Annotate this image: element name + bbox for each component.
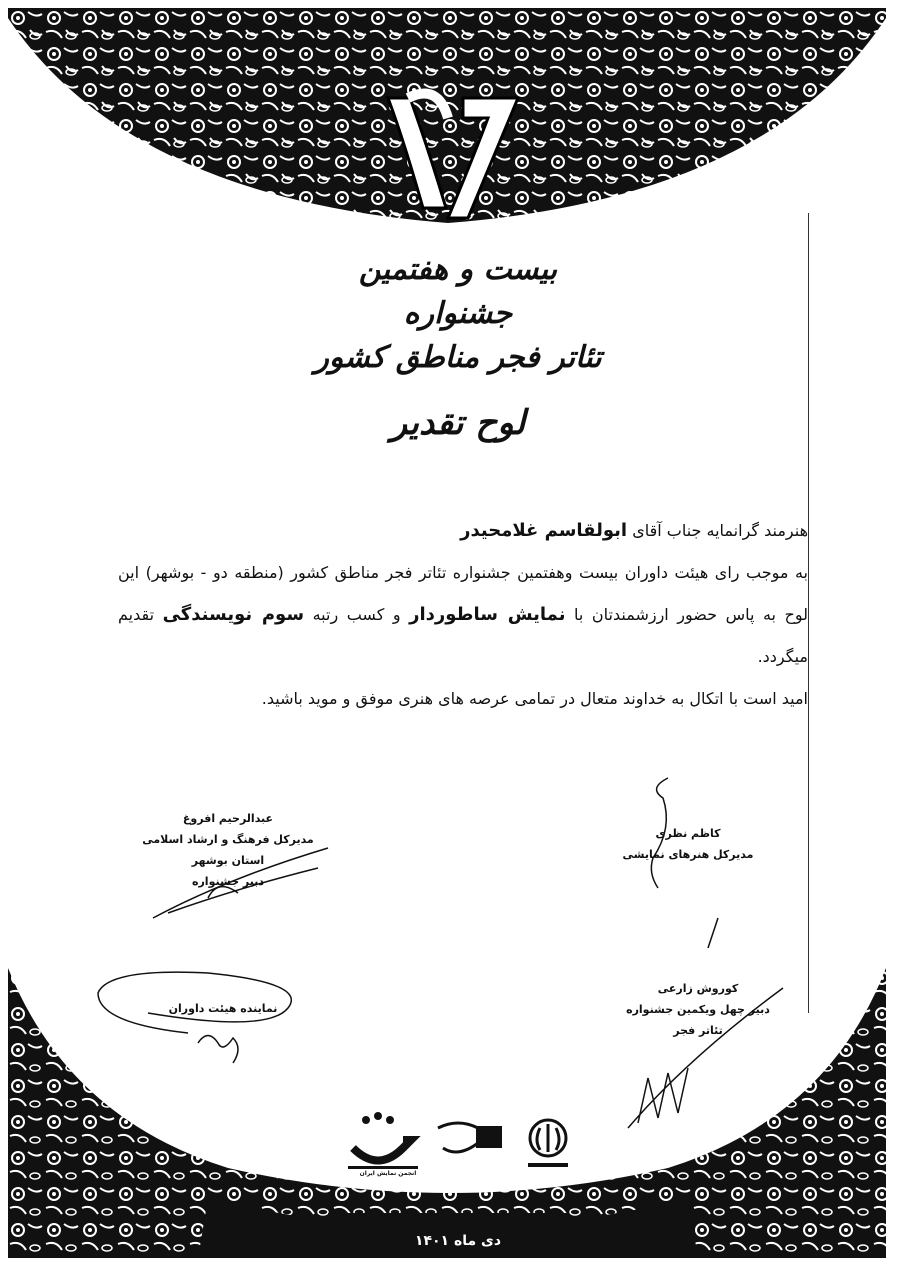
issue-date: دی ماه ۱۴۰۱ bbox=[414, 1233, 502, 1249]
body-part3: تقدیم میگردد. bbox=[118, 605, 808, 666]
theatre-center-logo-icon bbox=[438, 1123, 502, 1152]
sig-name: کوروش زارعی bbox=[657, 982, 739, 995]
signature-scribble-icon bbox=[148, 838, 338, 928]
border-line bbox=[808, 213, 809, 1013]
sig-title: مدیرکل هنرهای نمایشی bbox=[622, 848, 754, 861]
recipient-prefix: هنرمند گرانمایه جناب آقای bbox=[632, 521, 808, 540]
sig-title: دبیر چهل ویکمین جشنواره bbox=[626, 1003, 770, 1016]
body-paragraph-2: امید است با اتکال به خداوند متعال در تمامی عرصه های هنری موفق و موید باشید. bbox=[261, 689, 808, 708]
iran-theatre-association-logo-icon bbox=[348, 1112, 418, 1169]
certificate-title: لوح تقدیر bbox=[390, 403, 526, 443]
festival-title-line1: بیست و هفتمین جشنواره bbox=[358, 252, 558, 331]
body-part2: و کسب رتبه bbox=[312, 605, 401, 624]
festival-number-emblem bbox=[368, 78, 538, 228]
sig-title: نماینده هیئت داوران bbox=[168, 1002, 278, 1015]
signature-scribble-icon bbox=[628, 773, 688, 893]
sig-title: تئاتر فجر bbox=[673, 1024, 723, 1037]
sig-name: عبدالرحیم افروغ bbox=[182, 812, 274, 825]
body-part1: به موجب رای هیئت داوران بیست وهفتمین جشنواره تئاتر فجر مناطق کشور (منطقه دو - بوشهر) این لوح به پاس حضور ارزشمندتان با bbox=[118, 563, 809, 624]
certificate-body bbox=[118, 510, 808, 720]
sig-title: دبیر جشنواره bbox=[191, 875, 265, 888]
certificate-page bbox=[8, 8, 886, 1258]
rank: سوم نویسندگی bbox=[162, 604, 305, 625]
play-name: نمایش ساطوردار bbox=[409, 604, 566, 625]
recipient-line bbox=[118, 510, 808, 552]
sig-title: مدیرکل فرهنگ و ارشاد اسلامی bbox=[142, 833, 314, 846]
festival-title bbox=[308, 248, 608, 380]
assoc-caption: انجمن نمایش ایران bbox=[359, 1170, 417, 1177]
sig-name: کاظم نظری bbox=[655, 827, 721, 840]
festival-title-line2: تئاتر فجر مناطق کشور bbox=[314, 340, 602, 375]
recipient-name: ابولقاسم غلامحیدر bbox=[460, 520, 628, 541]
body-paragraph-1 bbox=[118, 552, 808, 678]
sig-title: استان بوشهر bbox=[191, 854, 265, 867]
iran-emblem-icon bbox=[528, 1120, 568, 1167]
